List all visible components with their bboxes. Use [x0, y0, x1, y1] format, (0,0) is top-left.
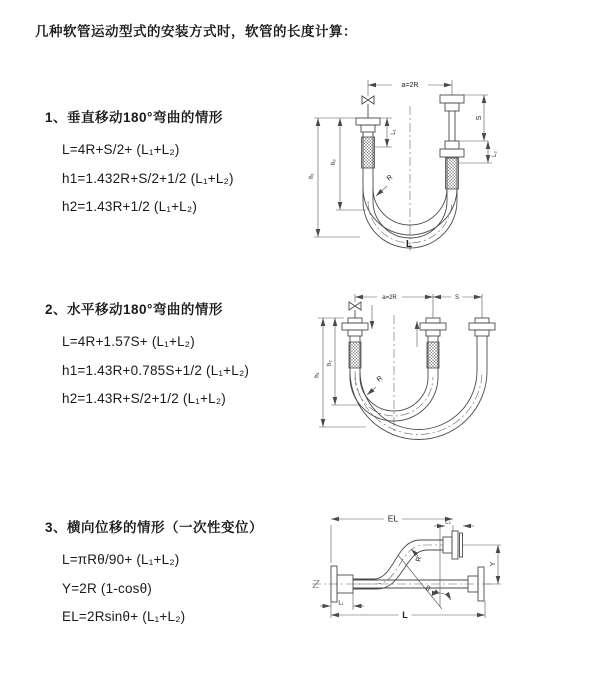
formula-line: h2=1.43R+S/2+1/2 (L₁+L₂) — [62, 391, 226, 406]
hose-u-bends — [350, 371, 487, 440]
dim-label-h2: h₂ — [331, 159, 337, 165]
diagram-horizontal-180 — [310, 285, 600, 455]
dim-label-a2R: a=2R — [401, 82, 419, 89]
braided-hose-section — [349, 342, 361, 368]
formula-line: Y=2R (1-cosθ) — [62, 580, 153, 596]
radius-leader — [376, 174, 394, 196]
dim-label-h2: h₂ — [327, 360, 333, 366]
section-1-heading: 1、垂直移动180°弯曲的情形 — [45, 110, 223, 125]
label-R: R — [415, 555, 424, 563]
section-3-heading: 3、横向位移的情形（一次性变位） — [45, 520, 264, 535]
diagram-vertical-180 — [300, 70, 600, 265]
dimension-L1 — [320, 593, 364, 618]
dimension-Y — [463, 545, 501, 584]
dimension-EL — [331, 513, 453, 563]
formula-line: L=4R+S/2+ (L₁+L₂) — [62, 142, 180, 157]
label-R: R — [385, 173, 395, 183]
formula-line: L=4R+1.57S+ (L₁+L₂) — [62, 334, 195, 349]
dim-label-L: L — [402, 610, 408, 620]
diagram-lateral-displacement — [300, 505, 600, 650]
dimension-h1 — [309, 118, 360, 237]
dim-label-L2: L₂ — [445, 519, 451, 526]
page-title: 几种软管运动型式的安装方式时，软管的长度计算： — [35, 24, 357, 39]
right-flange-displaced — [443, 531, 463, 559]
left-pipe-flange — [356, 118, 380, 201]
dim-label-h1: h₁ — [309, 173, 315, 179]
dim-label-a2R: a=2R — [382, 295, 397, 301]
dim-label-S: S — [476, 115, 483, 121]
leader-arrows — [372, 305, 417, 347]
pipes — [349, 336, 487, 377]
formula-line: EL=2Rsinθ+ (L₁+L₂) — [62, 609, 186, 624]
dimension-a2R — [355, 293, 482, 319]
formula-line: h1=1.43R+0.785S+1/2 (L₁+L₂) — [62, 362, 250, 378]
dimension-L — [331, 601, 485, 620]
dimension-L1 — [375, 118, 398, 147]
dim-label-EL: EL — [387, 513, 399, 524]
valve-icon — [349, 302, 361, 318]
centerlines — [368, 106, 452, 254]
hose-displaced — [353, 540, 443, 589]
flange-stacks — [342, 318, 495, 336]
braided-hose-section — [362, 137, 375, 168]
valve-icon — [362, 96, 374, 118]
dim-label-L2: L₂ — [492, 151, 498, 157]
label-theta: θ — [426, 586, 430, 593]
formula-line: h2=1.43R+1/2 (L₁+L₂) — [62, 199, 198, 214]
radius-leader — [367, 375, 384, 395]
dim-label-h1: h₁ — [314, 372, 321, 378]
dimension-h1 — [315, 318, 367, 427]
right-pipe-flanges — [440, 95, 464, 201]
dimension-L2 — [459, 141, 498, 163]
label-L: L — [406, 239, 413, 250]
formula-line: L=πRθ/90+ (L₁+L₂) — [62, 552, 180, 567]
section-2-heading: 2、水平移动180°弯曲的情形 — [45, 302, 223, 317]
section-lateral-displacement — [45, 516, 263, 632]
dim-label-L1: L₁ — [338, 600, 344, 607]
dim-label-S: S — [454, 295, 460, 301]
braided-hose-section — [427, 342, 439, 368]
label-R: R — [375, 374, 385, 384]
section-horizontal-180 — [45, 298, 249, 414]
formula-line: h1=1.432R+S/2+1/2 (L₁+L₂) — [62, 170, 234, 186]
dimension-a2R — [368, 80, 452, 97]
axis-centerline — [312, 581, 492, 588]
dim-label-L1: L₁ — [391, 129, 397, 135]
dim-label-Y: Y — [490, 561, 497, 567]
braided-hose-section — [446, 158, 459, 189]
section-vertical-180 — [45, 106, 234, 222]
